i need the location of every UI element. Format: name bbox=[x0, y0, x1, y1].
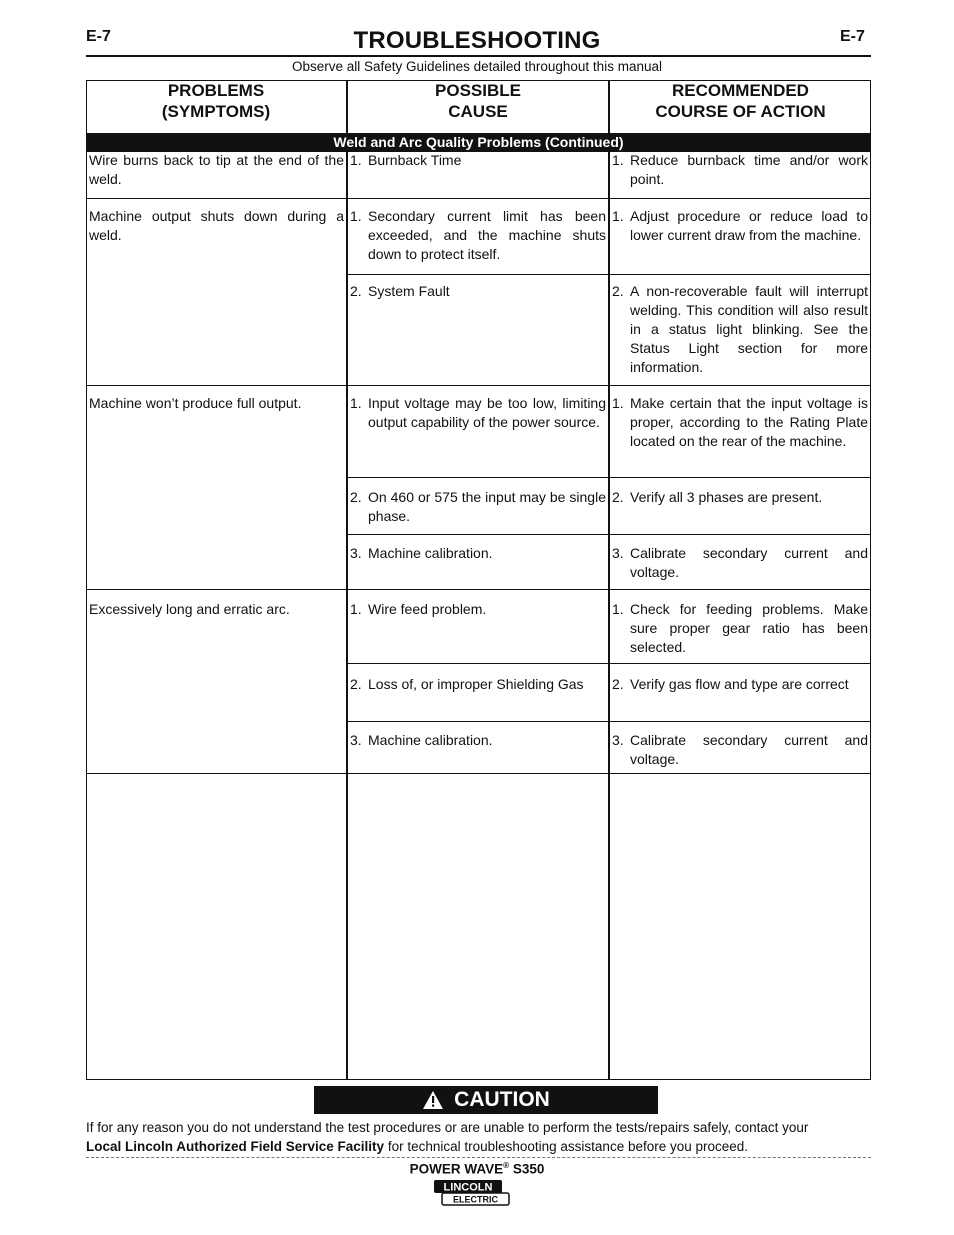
header-action-line1: RECOMMENDED bbox=[672, 81, 809, 100]
header-problems bbox=[86, 80, 346, 122]
cause-number: 3. bbox=[350, 545, 362, 561]
action-number: 2. bbox=[612, 283, 624, 299]
caution-text bbox=[86, 1118, 871, 1156]
registered-mark: ® bbox=[503, 1161, 510, 1170]
header-problems-line2: (SYMPTOMS) bbox=[161, 102, 271, 121]
header-action bbox=[610, 80, 871, 122]
cause-cell bbox=[350, 600, 606, 619]
page-code-right: E-7 bbox=[840, 28, 865, 45]
column-divider bbox=[608, 80, 610, 1080]
row-divider bbox=[346, 477, 871, 478]
header-action-line2: COURSE OF ACTION bbox=[655, 102, 826, 121]
cause-text: On 460 or 575 the input may be single phase. bbox=[368, 489, 606, 524]
model-suffix: S350 bbox=[509, 1161, 545, 1177]
action-cell bbox=[612, 282, 868, 377]
problem-cell: Machine won’t produce full output. bbox=[89, 395, 302, 411]
action-text: A non-recoverable fault will interrupt welding. This condition will also result in a status light blinking. See the Status Light section for more information. bbox=[630, 283, 868, 375]
header-cause bbox=[348, 80, 608, 122]
cause-cell bbox=[350, 731, 606, 750]
caution-text-post: for technical troubleshooting assistance before you proceed. bbox=[384, 1139, 749, 1154]
page-subtitle: Observe all Safety Guidelines detailed throughout this manual bbox=[292, 59, 662, 74]
action-text: Verify gas flow and type are correct bbox=[630, 676, 849, 692]
action-number: 1. bbox=[612, 601, 624, 617]
title-rule bbox=[86, 55, 871, 57]
action-text: Make certain that the input voltage is proper, according to the Rating Plate located on the rear of the machine. bbox=[630, 395, 868, 449]
logo-bottom-text: ELECTRIC bbox=[453, 1194, 498, 1205]
cause-text: System Fault bbox=[368, 283, 450, 299]
action-cell bbox=[612, 151, 868, 189]
column-divider bbox=[346, 80, 348, 1080]
cause-cell bbox=[350, 544, 606, 563]
cause-cell bbox=[350, 488, 606, 526]
row-divider bbox=[86, 589, 871, 590]
cause-number: 1. bbox=[350, 395, 362, 411]
cause-number: 1. bbox=[350, 208, 362, 224]
cause-cell bbox=[350, 207, 606, 264]
action-cell bbox=[612, 600, 868, 657]
cause-text: Wire feed problem. bbox=[368, 601, 487, 617]
cause-number: 1. bbox=[350, 601, 362, 617]
cause-number: 1. bbox=[350, 152, 362, 168]
action-number: 1. bbox=[612, 152, 624, 168]
action-text: Check for feeding problems. Make sure proper gear ratio has been selected. bbox=[630, 601, 868, 655]
action-number: 2. bbox=[612, 489, 624, 505]
footer-divider bbox=[86, 1157, 871, 1158]
page-code-left: E-7 bbox=[86, 28, 111, 45]
row-divider bbox=[346, 534, 871, 535]
action-cell bbox=[612, 207, 868, 245]
action-text: Verify all 3 phases are present. bbox=[630, 489, 823, 505]
header-cause-line1: POSSIBLE bbox=[435, 81, 521, 100]
action-cell bbox=[612, 488, 868, 507]
action-text: Calibrate secondary current and voltage. bbox=[630, 732, 868, 767]
action-cell bbox=[612, 675, 868, 694]
action-text: Adjust procedure or reduce load to lower current draw from the machine. bbox=[630, 208, 868, 243]
row-divider bbox=[346, 721, 871, 722]
row-divider bbox=[86, 198, 871, 199]
cause-text: Burnback Time bbox=[368, 152, 462, 168]
action-number: 1. bbox=[612, 208, 624, 224]
cause-cell bbox=[350, 282, 606, 301]
caution-banner bbox=[314, 1086, 658, 1114]
problem-cell: Wire burns back to tip at the end of the weld. bbox=[89, 152, 344, 187]
model-name: POWER WAVE bbox=[409, 1161, 504, 1177]
footer-model bbox=[0, 1161, 954, 1177]
caution-label: CAUTION bbox=[454, 1088, 550, 1111]
action-number: 3. bbox=[612, 545, 624, 561]
cause-cell bbox=[350, 394, 606, 432]
lincoln-electric-logo bbox=[433, 1179, 511, 1207]
page-title: TROUBLESHOOTING bbox=[353, 27, 601, 54]
section-heading: Weld and Arc Quality Problems (Continued) bbox=[86, 133, 871, 152]
logo-top-text: LINCOLN bbox=[443, 1181, 493, 1194]
cause-text: Secondary current limit has been exceeded, and the machine shuts down to protect itself. bbox=[368, 208, 606, 262]
cause-cell bbox=[350, 151, 606, 170]
action-cell bbox=[612, 394, 868, 451]
cause-number: 2. bbox=[350, 489, 362, 505]
cause-text: Machine calibration. bbox=[368, 545, 493, 561]
row-divider bbox=[86, 385, 871, 386]
cause-number: 2. bbox=[350, 283, 362, 299]
cause-cell bbox=[350, 675, 606, 694]
problem-cell: Machine output shuts down during a weld. bbox=[89, 208, 344, 243]
cause-number: 3. bbox=[350, 732, 362, 748]
action-number: 3. bbox=[612, 732, 624, 748]
header-problems-line1: PROBLEMS bbox=[167, 81, 265, 100]
action-cell bbox=[612, 731, 868, 769]
action-text: Calibrate secondary current and voltage. bbox=[630, 545, 868, 580]
caution-text-pre: If for any reason you do not understand the test procedures or are unable to perform the tests/repairs safely, contact your bbox=[86, 1120, 809, 1135]
action-number: 1. bbox=[612, 395, 624, 411]
warning-triangle-icon bbox=[422, 1090, 444, 1110]
action-cell bbox=[612, 544, 868, 582]
problem-cell: Excessively long and erratic arc. bbox=[89, 601, 290, 617]
cause-text: Loss of, or improper Shielding Gas bbox=[368, 676, 584, 692]
row-divider bbox=[346, 663, 871, 664]
row-divider bbox=[346, 274, 871, 275]
cause-text: Machine calibration. bbox=[368, 732, 493, 748]
cause-text: Input voltage may be too low, limiting output capability of the power source. bbox=[368, 395, 606, 430]
action-number: 2. bbox=[612, 676, 624, 692]
action-text: Reduce burnback time and/or work point. bbox=[630, 152, 868, 187]
caution-text-bold: Local Lincoln Authorized Field Service Facility bbox=[86, 1139, 385, 1154]
row-divider bbox=[86, 773, 871, 774]
cause-number: 2. bbox=[350, 676, 362, 692]
header-cause-line2: CAUSE bbox=[448, 102, 508, 121]
